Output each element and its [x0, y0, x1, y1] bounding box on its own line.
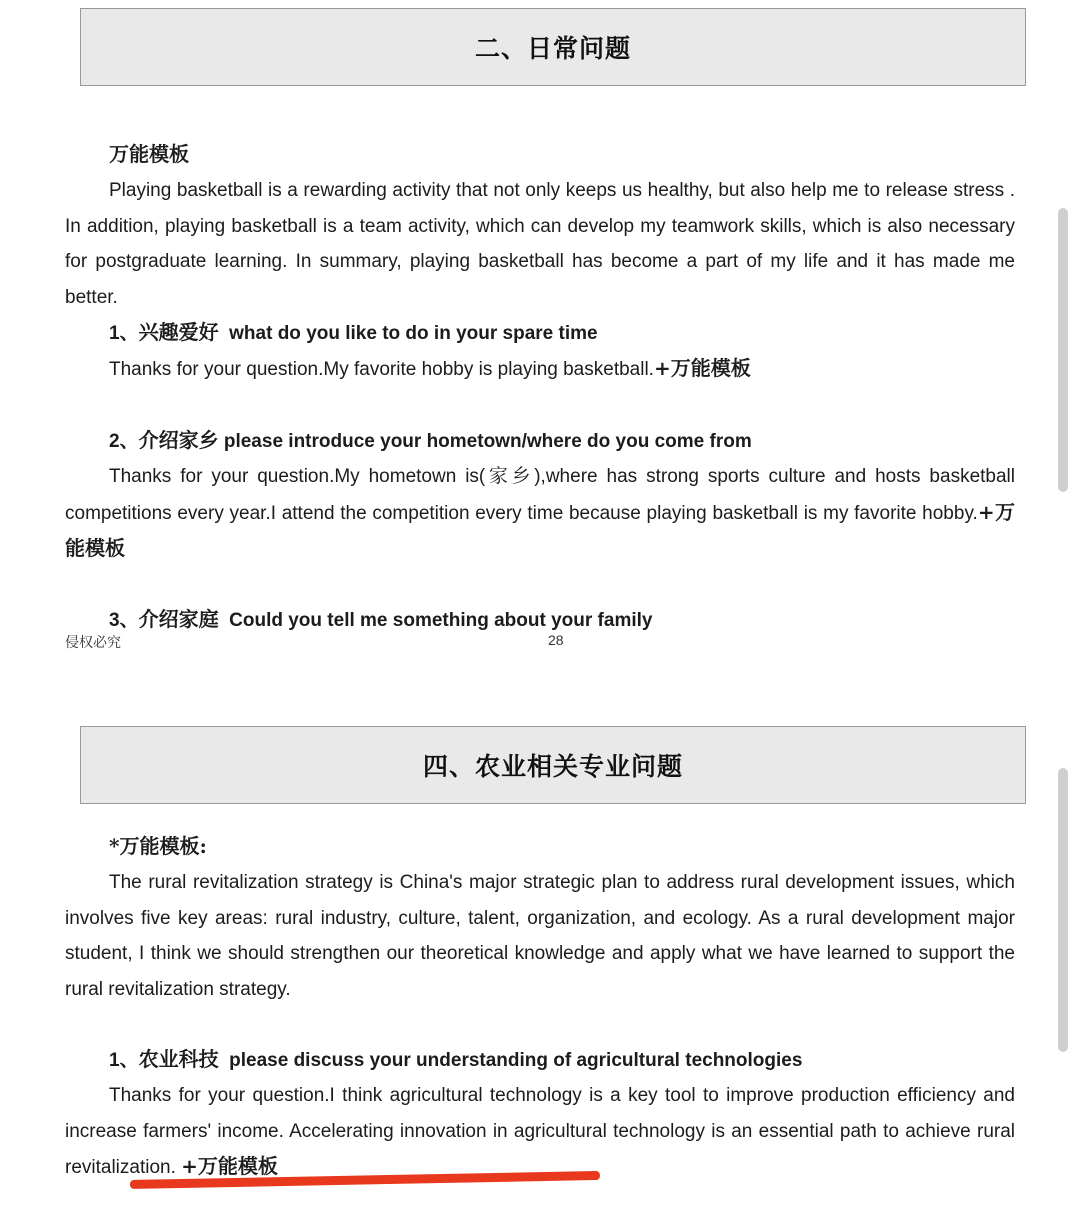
- section-title: 二、日常问题: [474, 34, 631, 63]
- scrollbar-thumb-page-2[interactable]: [1058, 768, 1068, 1052]
- question-1-heading: 1、兴趣爱好 what do you like to do in your spare time: [109, 320, 598, 345]
- template-heading: 万能模板: [109, 142, 189, 166]
- question-2-heading: 2、介绍家乡 please introduce your hometown/where do you come from: [109, 427, 752, 452]
- question-3-heading: 3、介绍家庭 Could you tell me something about your family: [109, 607, 653, 632]
- scrollbar-thumb-page-1[interactable]: [1058, 208, 1068, 492]
- template-paragraph: Playing basketball is a rewarding activity that not only keeps us healthy, but also help me to release stress . In addition, playing basketball is a team activity, which can develop my teamwork skills, which is also necessary for postgraduate learning. In summary, playing basketball has become a part of my life and it has made me better.: [65, 180, 1015, 308]
- template-heading: *万能模板:: [109, 834, 207, 858]
- template-paragraph: The rural revitalization strategy is China's major strategic plan to address rural development issues, which involves five key areas: rural industry, culture, talent, organization, and ecology. As a rural development major student, I think we should strengthen our theoretical knowledge and apply what we have learned to support the rural revitalization strategy.: [65, 872, 1015, 1000]
- answer-1-paragraph: Thanks for your question.I think agricultural technology is a key tool to improve production efficiency and increase farmers' income. Accelerating innovation in agricultural technology is an essential path to achieve rural revitalization. +万能模板: [65, 1085, 1015, 1179]
- page-content: [65, 137, 1015, 639]
- section-banner: [80, 726, 1026, 804]
- question-1-heading: 1、农业科技 please discuss your understanding of agricultural technologies: [109, 1047, 803, 1072]
- page-content: [65, 829, 1015, 1186]
- copyright-notice: 侵权必究: [65, 635, 121, 651]
- page-number: 28: [548, 632, 564, 648]
- section-title: 四、农业相关专业问题: [422, 752, 683, 781]
- document-page-next: [0, 700, 1080, 1217]
- page-footer: [65, 632, 1015, 654]
- answer-1-paragraph: Thanks for your question.My favorite hobby is playing basketball.+万能模板: [109, 356, 751, 381]
- section-banner: [80, 8, 1026, 86]
- answer-2-paragraph: Thanks for your question.My hometown is(家乡),where has strong sports culture and hosts basketball competitions every year.I attend the competition every time because playing basketball is my favorite hobby.+万能模板: [65, 465, 1015, 561]
